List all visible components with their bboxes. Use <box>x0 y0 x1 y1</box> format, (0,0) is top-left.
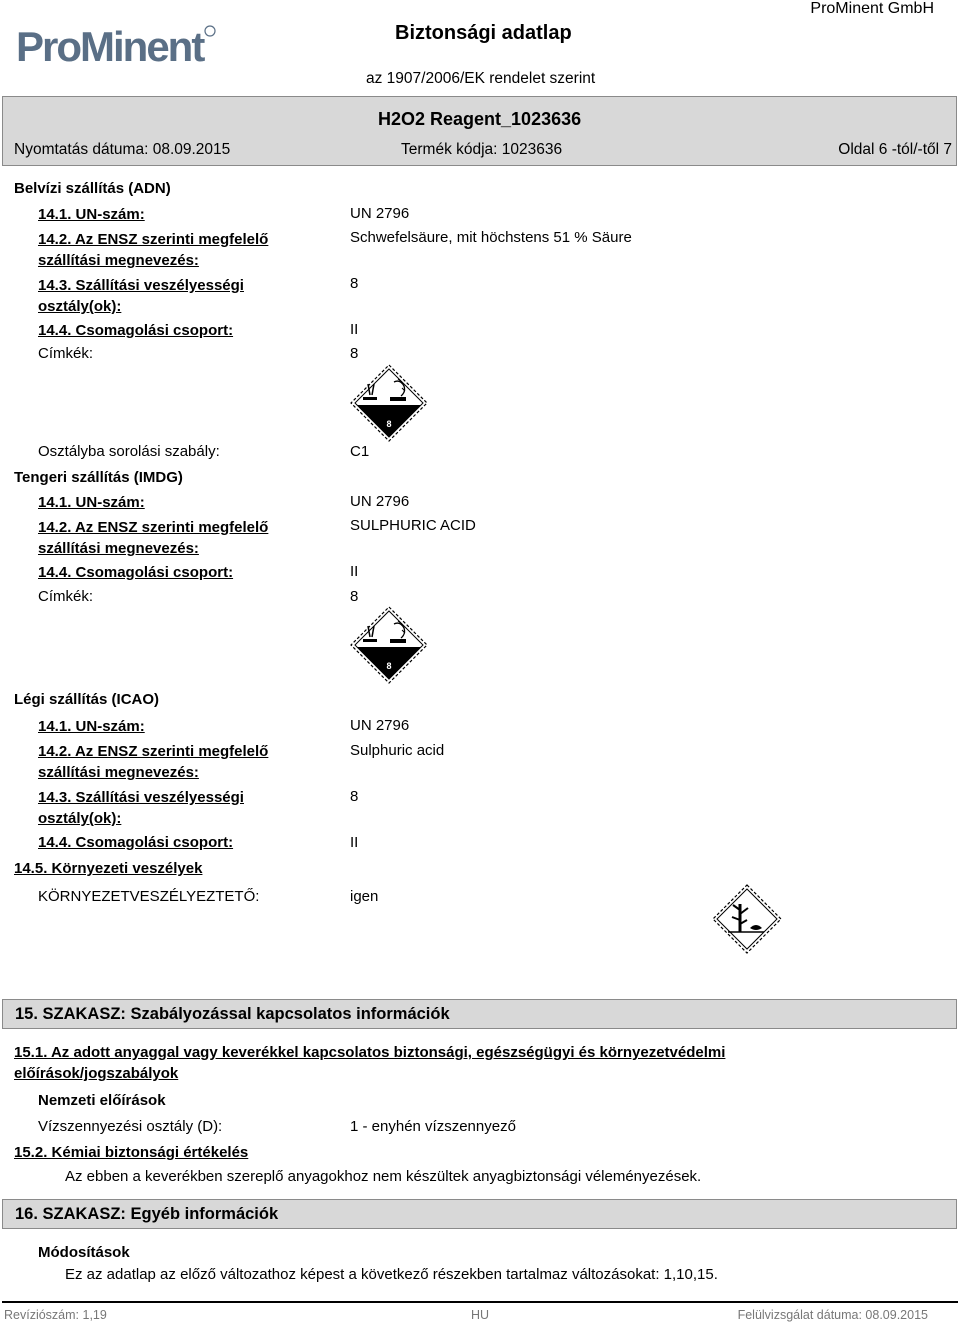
imdg-un-value: UN 2796 <box>350 493 410 510</box>
adn-un-value: UN 2796 <box>350 205 410 222</box>
icao-title: Légi szállítás (ICAO) <box>14 691 160 708</box>
section-15-heading: 15. SZAKASZ: Szabályozással kapcsolatos információk <box>2 999 957 1029</box>
env-title: 14.5. Környezeti veszélyek <box>14 860 203 877</box>
print-date: Nyomtatás dátuma: 08.09.2015 <box>14 141 231 158</box>
adn-classif-value: C1 <box>350 443 370 460</box>
national-regulations: Nemzeti előírások <box>38 1092 166 1109</box>
logo-text: ProMinent <box>16 23 204 70</box>
changes-text: Ez az adatlap az előző változathoz képest a következő részekben tartalmaz változásokat: 1,10,15. <box>65 1266 718 1283</box>
wgk-value: 1 - enyhén vízszennyező <box>350 1118 516 1135</box>
imdg-name-label-2: szállítási megnevezés: <box>38 540 199 557</box>
adn-name-label-1: 14.2. Az ENSZ szerinti megfelelő <box>38 231 269 248</box>
revision-number: Revíziószám: 1,19 <box>4 1308 107 1322</box>
regulation-text: az 1907/2006/EK rendelet szerint <box>366 70 596 87</box>
icao-name-label-1: 14.2. Az ENSZ szerinti megfelelő <box>38 743 269 760</box>
icao-class-value: 8 <box>350 788 359 805</box>
corrosive-pictogram-icon <box>350 364 428 446</box>
adn-classif-label: Osztályba sorolási szabály: <box>38 443 220 460</box>
icao-pg-value: II <box>350 834 359 851</box>
imdg-labels-label: Címkék: <box>38 588 94 605</box>
product-name: H2O2 Reagent_1023636 <box>378 109 582 129</box>
env-value: igen <box>350 888 379 905</box>
imdg-pg-label: 14.4. Csomagolási csoport: <box>38 564 234 581</box>
imdg-name-label-1: 14.2. Az ENSZ szerinti megfelelő <box>38 519 269 536</box>
adn-pg-value: II <box>350 321 359 338</box>
corrosive-pictogram-icon <box>350 606 428 688</box>
s15-sub2: 15.2. Kémiai biztonsági értékelés <box>14 1144 249 1161</box>
icao-class-label-2: osztály(ok): <box>38 810 122 827</box>
adn-title: Belvízi szállítás (ADN) <box>14 180 171 197</box>
adn-class-label-1: 14.3. Szállítási veszélyességi <box>38 277 244 294</box>
adn-class-value: 8 <box>350 275 359 292</box>
adn-name-value: Schwefelsäure, mit höchstens 51 % Säure <box>350 229 632 246</box>
document-title: Biztonsági adatlap <box>395 22 572 44</box>
language-code: HU <box>471 1308 490 1322</box>
imdg-name-value: SULPHURIC ACID <box>350 517 476 534</box>
page-number: Oldal 6 -tól/-től 7 <box>838 141 952 158</box>
review-date: Felülvizsgálat dátuma: 08.09.2015 <box>737 1308 928 1322</box>
imdg-labels-value: 8 <box>350 588 359 605</box>
env-label: KÖRNYEZETVESZÉLYEZTETŐ: <box>38 888 260 905</box>
wgk-label: Vízszennyezési osztály (D): <box>38 1118 223 1135</box>
pictogram-number: 8 <box>386 661 392 671</box>
icao-name-label-2: szállítási megnevezés: <box>38 764 199 781</box>
footer-divider <box>2 1301 958 1303</box>
s15-sub1-line1: 15.1. Az adott anyaggal vagy keverékkel kapcsolatos biztonsági, egészségügyi és környezetvédelmi <box>14 1044 726 1061</box>
icao-un-label: 14.1. UN-szám: <box>38 718 145 735</box>
section-16-heading: 16. SZAKASZ: Egyéb információk <box>2 1199 957 1229</box>
imdg-un-label: 14.1. UN-szám: <box>38 494 145 511</box>
changes-title: Módosítások <box>38 1244 130 1261</box>
imdg-pg-value: II <box>350 563 359 580</box>
adn-name-label-2: szállítási megnevezés: <box>38 252 199 269</box>
pictogram-number: 8 <box>386 419 392 429</box>
s15-sub1-line2: előírások/jogszabályok <box>14 1065 179 1082</box>
icao-pg-label: 14.4. Csomagolási csoport: <box>38 834 234 851</box>
product-code: Termék kódja: 1023636 <box>401 141 563 158</box>
adn-labels-value: 8 <box>350 345 359 362</box>
adn-class-label-2: osztály(ok): <box>38 298 122 315</box>
imdg-title: Tengeri szállítás (IMDG) <box>14 469 183 486</box>
icao-un-value: UN 2796 <box>350 717 410 734</box>
company-name: ProMinent GmbH <box>810 0 934 17</box>
icao-name-value: Sulphuric acid <box>350 742 445 759</box>
icao-class-label-1: 14.3. Szállítási veszélyességi <box>38 789 244 806</box>
prominent-logo <box>14 20 219 70</box>
s15-sub2-text: Az ebben a keverékben szereplő anyagokhoz nem készültek anyagbiztonsági véleményezések. <box>65 1168 702 1185</box>
adn-un-label: 14.1. UN-szám: <box>38 206 145 223</box>
adn-labels-label: Címkék: <box>38 345 94 362</box>
adn-pg-label: 14.4. Csomagolási csoport: <box>38 322 234 339</box>
environment-hazard-pictogram-icon <box>712 884 782 958</box>
